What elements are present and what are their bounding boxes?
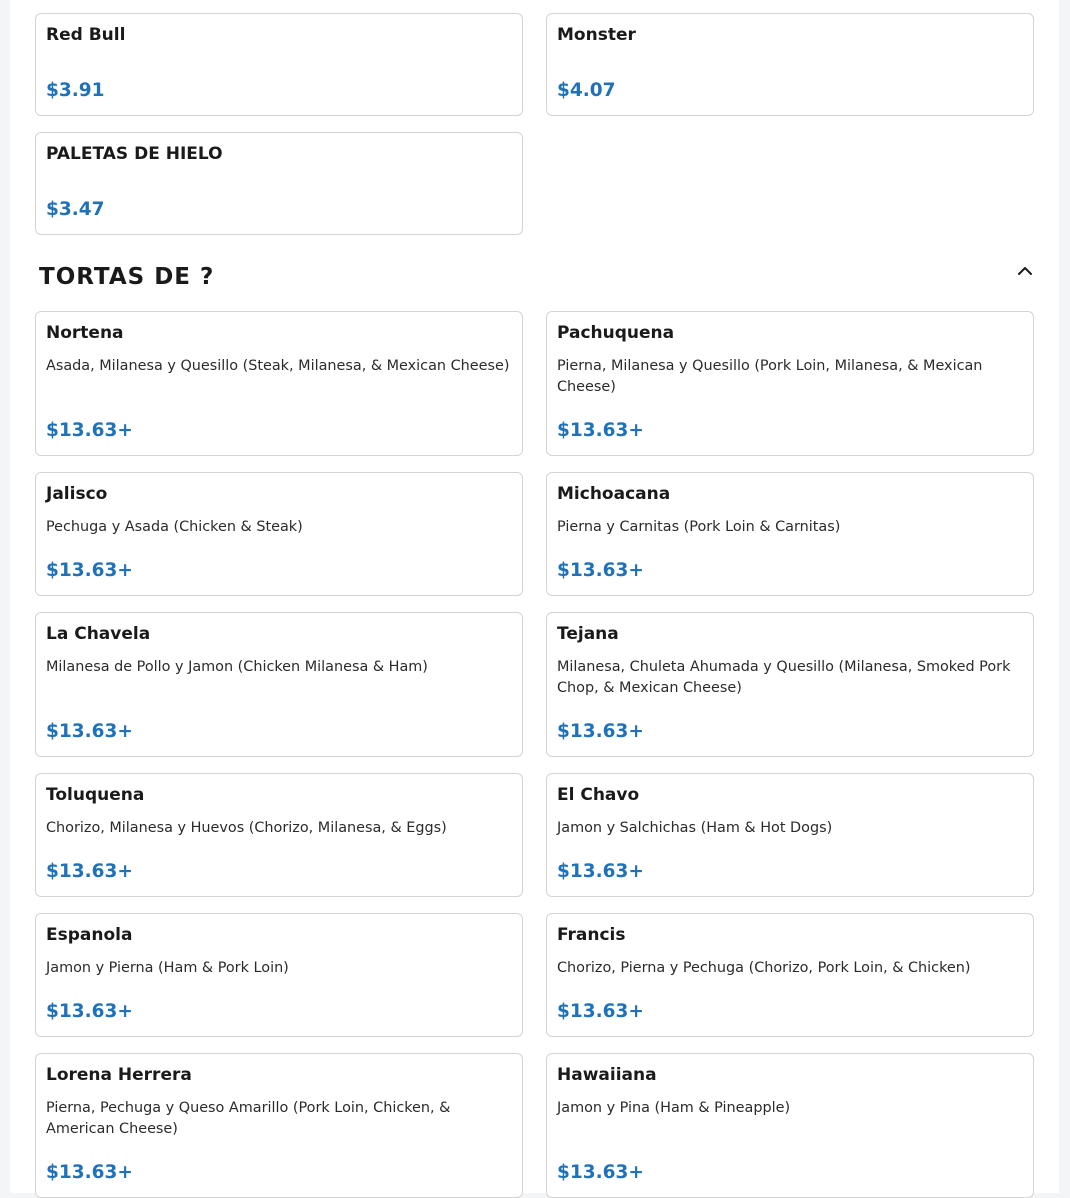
menu-item-card[interactable] bbox=[35, 13, 523, 116]
item-description: Pierna y Carnitas (Pork Loin & Carnitas) bbox=[557, 519, 841, 535]
item-name: La Chavela bbox=[46, 624, 151, 644]
item-price: $13.63+ bbox=[46, 861, 133, 882]
menu-item-card[interactable] bbox=[546, 913, 1034, 1037]
section-header[interactable] bbox=[35, 259, 1035, 295]
item-price: $13.63+ bbox=[46, 721, 133, 742]
item-description: Jamon y Pierna (Ham & Pork Loin) bbox=[46, 960, 289, 976]
item-description: Asada, Milanesa y Quesillo (Steak, Milanesa, & Mexican Cheese) bbox=[46, 358, 510, 374]
item-price: $13.63+ bbox=[46, 420, 133, 441]
item-name: Espanola bbox=[46, 925, 133, 945]
menu-item-card[interactable] bbox=[35, 132, 523, 235]
item-price: $3.47 bbox=[46, 199, 105, 220]
item-price: $13.63+ bbox=[557, 721, 644, 742]
section-title: TORTAS DE ? bbox=[39, 264, 215, 290]
item-name: Red Bull bbox=[46, 25, 126, 45]
item-price: $13.63+ bbox=[557, 1162, 644, 1183]
item-price: $13.63+ bbox=[557, 1001, 644, 1022]
item-description: Chorizo, Pierna y Pechuga (Chorizo, Pork Loin, & Chicken) bbox=[557, 960, 971, 976]
item-name: Hawaiiana bbox=[557, 1065, 657, 1085]
menu-item-card[interactable] bbox=[35, 913, 523, 1037]
item-name: Tejana bbox=[557, 624, 619, 644]
item-description: Milanesa, Chuleta Ahumada y Quesillo (Milanesa, Smoked Pork Chop, & Mexican Cheese) bbox=[557, 659, 1011, 696]
item-name: Nortena bbox=[46, 323, 124, 343]
item-name: Monster bbox=[557, 25, 636, 45]
item-name: Michoacana bbox=[557, 484, 671, 504]
item-description: Pierna, Milanesa y Quesillo (Pork Loin, Milanesa, & Mexican Cheese) bbox=[557, 358, 983, 395]
item-description: Milanesa de Pollo y Jamon (Chicken Milanesa & Ham) bbox=[46, 659, 428, 675]
item-name: Francis bbox=[557, 925, 626, 945]
item-name: Toluquena bbox=[46, 785, 145, 805]
menu-item-card[interactable] bbox=[546, 311, 1034, 456]
item-name: Pachuquena bbox=[557, 323, 675, 343]
item-name: Lorena Herrera bbox=[46, 1065, 192, 1085]
item-description: Jamon y Pina (Ham & Pineapple) bbox=[557, 1100, 791, 1116]
menu-item-card[interactable] bbox=[35, 472, 523, 596]
item-description: Pierna, Pechuga y Queso Amarillo (Pork Loin, Chicken, & American Cheese) bbox=[46, 1100, 451, 1137]
item-name: PALETAS DE HIELO bbox=[46, 144, 223, 164]
item-price: $13.63+ bbox=[557, 861, 644, 882]
item-name: El Chavo bbox=[557, 785, 640, 805]
menu-item-card[interactable] bbox=[546, 1053, 1034, 1198]
item-description: Chorizo, Milanesa y Huevos (Chorizo, Milanesa, & Eggs) bbox=[46, 820, 447, 836]
item-price: $13.63+ bbox=[46, 560, 133, 581]
chevron-up-icon[interactable] bbox=[1015, 261, 1035, 281]
menu-item-card[interactable] bbox=[546, 13, 1034, 116]
item-price: $13.63+ bbox=[46, 1001, 133, 1022]
menu-item-card[interactable] bbox=[546, 612, 1034, 757]
menu-item-card[interactable] bbox=[35, 773, 523, 897]
menu-item-card[interactable] bbox=[546, 472, 1034, 596]
item-name: Jalisco bbox=[46, 484, 108, 504]
item-price: $3.91 bbox=[46, 80, 105, 101]
item-description: Pechuga y Asada (Chicken & Steak) bbox=[46, 519, 303, 535]
menu-item-card[interactable] bbox=[35, 1053, 523, 1198]
item-description: Jamon y Salchichas (Ham & Hot Dogs) bbox=[557, 820, 833, 836]
menu-page bbox=[10, 0, 1059, 1193]
menu-item-card[interactable] bbox=[35, 311, 523, 456]
item-price: $13.63+ bbox=[557, 420, 644, 441]
item-price: $4.07 bbox=[557, 80, 616, 101]
item-price: $13.63+ bbox=[46, 1162, 133, 1183]
menu-item-card[interactable] bbox=[35, 612, 523, 757]
item-price: $13.63+ bbox=[557, 560, 644, 581]
menu-item-card[interactable] bbox=[546, 773, 1034, 897]
